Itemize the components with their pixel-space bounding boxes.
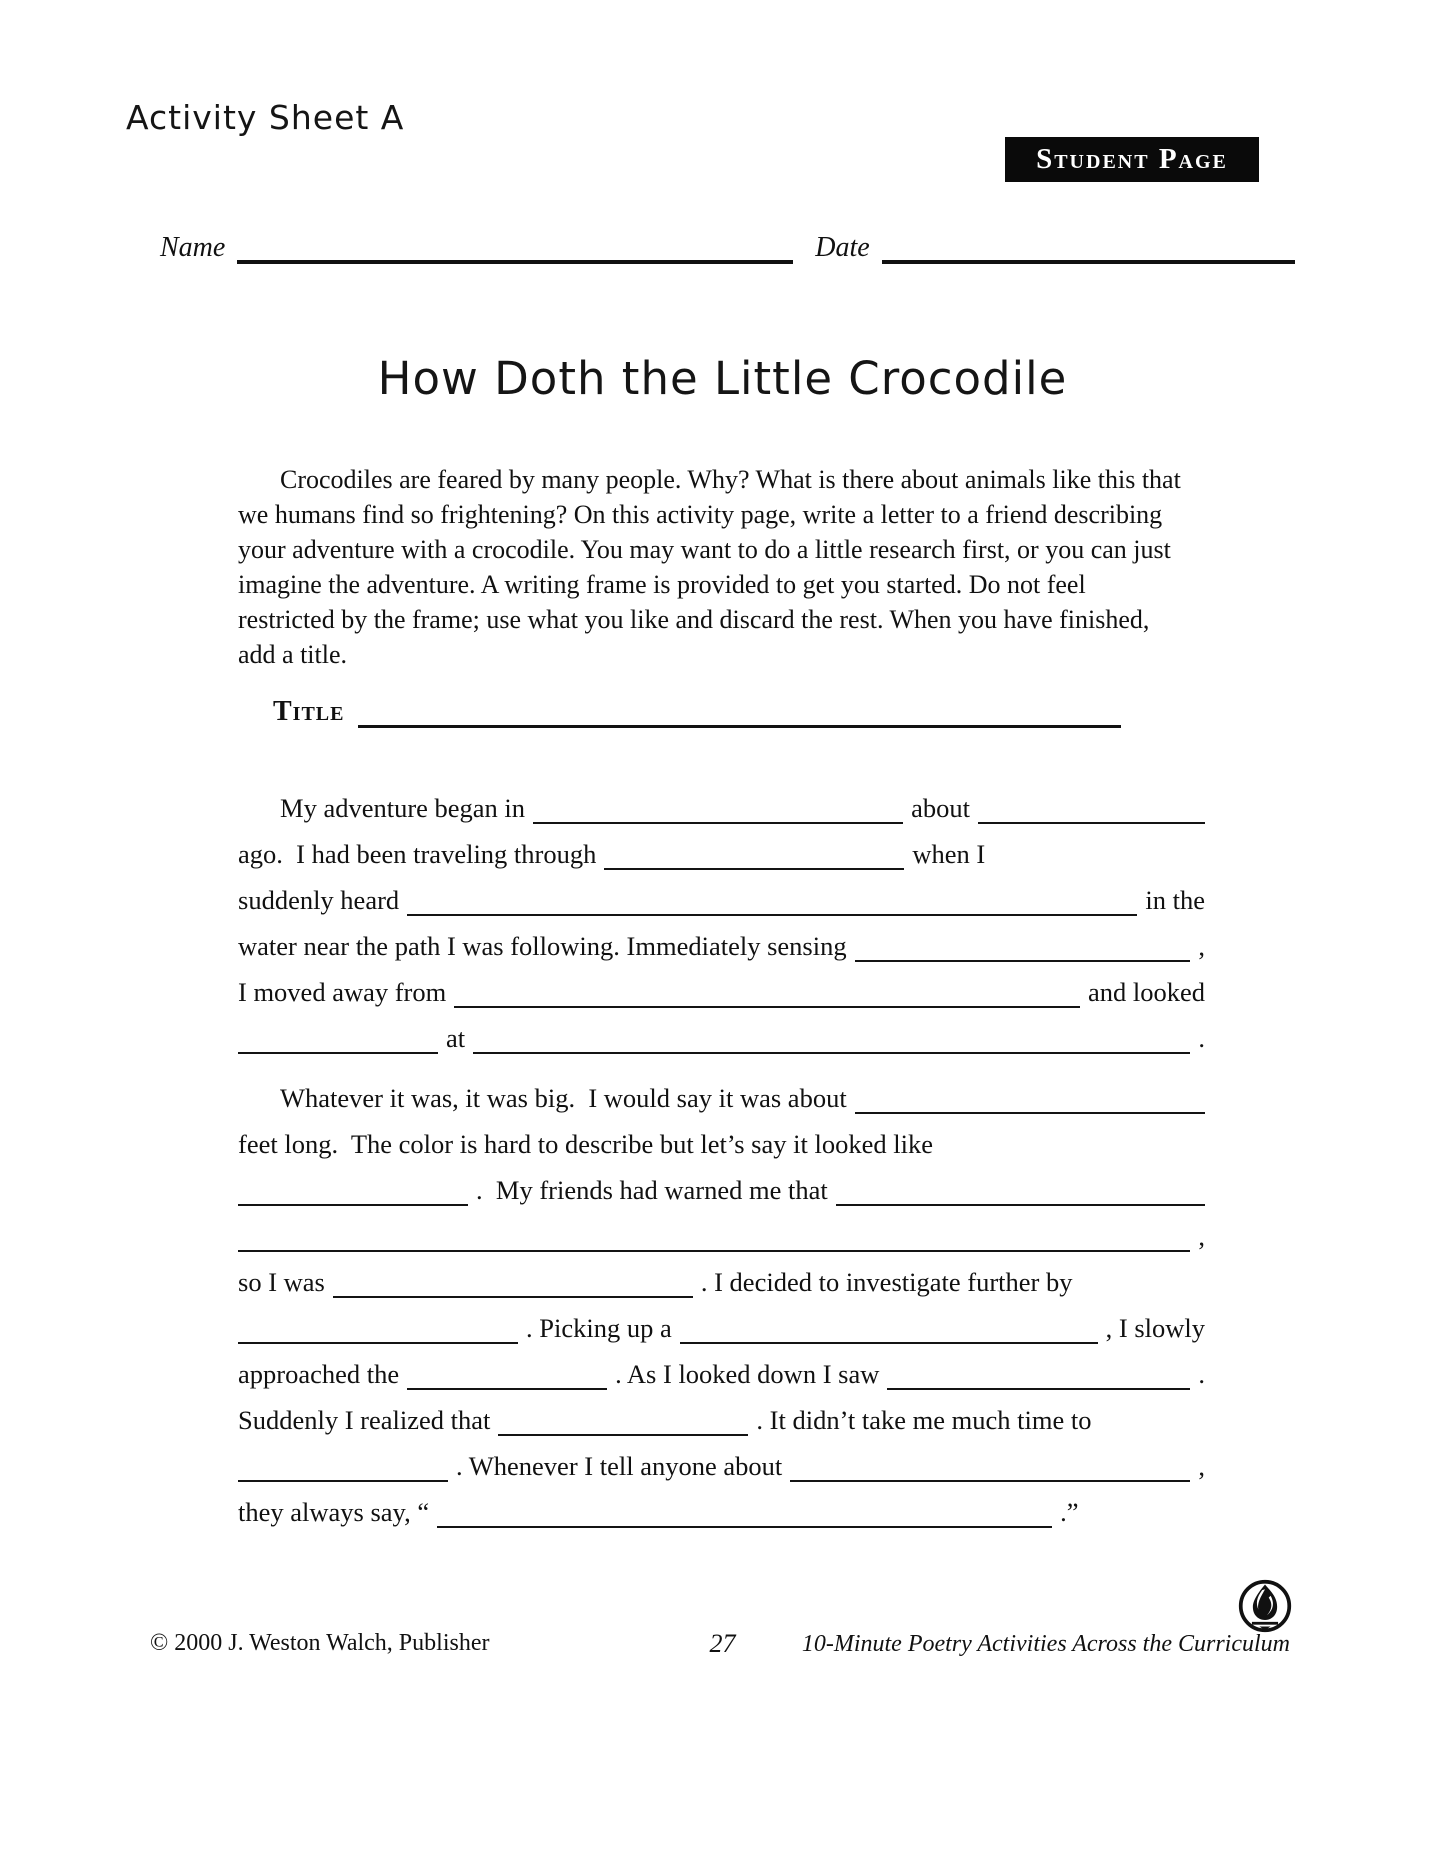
fill-in-blank[interactable] [855, 932, 1191, 962]
frame-line [238, 916, 1205, 962]
frame-text: , [1198, 931, 1205, 961]
writing-frame [238, 778, 1205, 1528]
frame-text: about [911, 793, 970, 823]
sheet-label: Activity Sheet A [126, 98, 405, 137]
frame-text: Whatever it was, it was big. I would say it was about [280, 1083, 847, 1113]
frame-line [238, 1160, 1205, 1206]
fill-in-blank[interactable] [238, 1222, 1190, 1252]
fill-in-blank[interactable] [533, 794, 903, 824]
frame-text: . Whenever I tell anyone about [456, 1451, 783, 1481]
intro-paragraph: Crocodiles are feared by many people. Why? What is there about animals like this that we humans find so frightening? On this activity page, write a letter to a friend describing your adventure with a crocodile. You may want to do a little research first, or you can just imagine the adventure. A writing frame is provided to get you started. Do not feel restricted by the frame; use what you like and discard the rest. When you have finished, add a title. [238, 465, 1181, 669]
frame-text: .” [1060, 1497, 1079, 1527]
frame-line [238, 870, 1205, 916]
frame-line [238, 1252, 1205, 1298]
fill-in-blank[interactable] [887, 1360, 1190, 1390]
frame-line [238, 1206, 1205, 1252]
frame-text: I moved away from [238, 977, 447, 1007]
fill-in-blank[interactable] [238, 1314, 518, 1344]
frame-line [238, 1390, 1205, 1436]
name-label: Name [160, 232, 226, 263]
frame-text: and looked [1087, 977, 1205, 1007]
student-page-badge-label: Student Page [1036, 143, 1228, 175]
fill-in-blank[interactable] [498, 1406, 748, 1436]
fill-in-blank[interactable] [454, 978, 1080, 1008]
fill-in-blank[interactable] [238, 1176, 468, 1206]
footer-copyright: © 2000 J. Weston Walch, Publisher [150, 1630, 490, 1656]
frame-line [238, 1114, 1205, 1160]
frame-text: , I slowly [1105, 1313, 1205, 1343]
fill-in-blank[interactable] [855, 1084, 1205, 1114]
fill-in-blank[interactable] [473, 1024, 1190, 1054]
title-field-row [273, 696, 1121, 728]
frame-line [238, 1344, 1205, 1390]
frame-line [238, 1436, 1205, 1482]
fill-in-blank[interactable] [680, 1314, 1098, 1344]
student-page-badge [1005, 137, 1259, 182]
fill-in-blank[interactable] [978, 794, 1205, 824]
title-field-label: Title [273, 696, 345, 727]
fill-in-blank[interactable] [407, 1360, 607, 1390]
title-field-line[interactable] [358, 698, 1121, 728]
frame-line [238, 778, 1205, 824]
date-label: Date [815, 232, 870, 263]
frame-text: ago. I had been traveling through [238, 839, 597, 869]
frame-text: they always say, “ [238, 1497, 430, 1527]
frame-text: My adventure began in [280, 793, 526, 823]
fill-in-blank[interactable] [604, 840, 904, 870]
frame-text: feet long. The color is hard to describe but let’s say it looked like [238, 1129, 933, 1159]
date-field-line[interactable] [882, 232, 1295, 264]
frame-text: at [446, 1023, 466, 1053]
fill-in-blank[interactable] [407, 886, 1137, 916]
frame-line [238, 1298, 1205, 1344]
frame-text: Suddenly I realized that [238, 1405, 491, 1435]
frame-text: . I decided to investigate further by [700, 1267, 1073, 1297]
content-column [238, 462, 1205, 1528]
date-field-group [815, 232, 1295, 264]
fill-in-blank[interactable] [437, 1498, 1052, 1528]
frame-line [238, 1068, 1205, 1114]
footer-book-title: 10-Minute Poetry Activities Across the Curriculum [801, 1631, 1290, 1657]
publisher-torch-logo-icon [1237, 1578, 1293, 1634]
frame-text: approached the [238, 1359, 400, 1389]
fill-in-blank[interactable] [836, 1176, 1205, 1206]
name-date-row [160, 232, 1295, 264]
frame-line [238, 824, 1205, 870]
frame-text: in the [1145, 885, 1205, 915]
frame-text: . My friends had warned me that [476, 1175, 828, 1205]
fill-in-blank[interactable] [790, 1452, 1190, 1482]
frame-text: . Picking up a [526, 1313, 672, 1343]
footer-page-number: 27 [709, 1629, 736, 1658]
frame-text: suddenly heard [238, 885, 400, 915]
frame-text: . [1198, 1023, 1205, 1053]
frame-text: , [1198, 1221, 1205, 1251]
frame-text: . As I looked down I saw [615, 1359, 880, 1389]
frame-text: . It didn’t take me much time to [756, 1405, 1092, 1435]
name-field-line[interactable] [237, 232, 793, 264]
frame-text: . [1198, 1359, 1205, 1389]
frame-line [238, 962, 1205, 1008]
fill-in-blank[interactable] [238, 1452, 448, 1482]
name-field-group [160, 232, 793, 264]
frame-text: , [1198, 1451, 1205, 1481]
frame-text: when I [912, 839, 986, 869]
frame-text: so I was [238, 1267, 325, 1297]
fill-in-blank[interactable] [238, 1024, 438, 1054]
frame-text: water near the path I was following. Immediately sensing [238, 931, 847, 961]
frame-line [238, 1008, 1205, 1054]
frame-line [238, 1482, 1205, 1528]
page-title: How Doth the Little Crocodile [377, 352, 1068, 405]
fill-in-blank[interactable] [333, 1268, 693, 1298]
